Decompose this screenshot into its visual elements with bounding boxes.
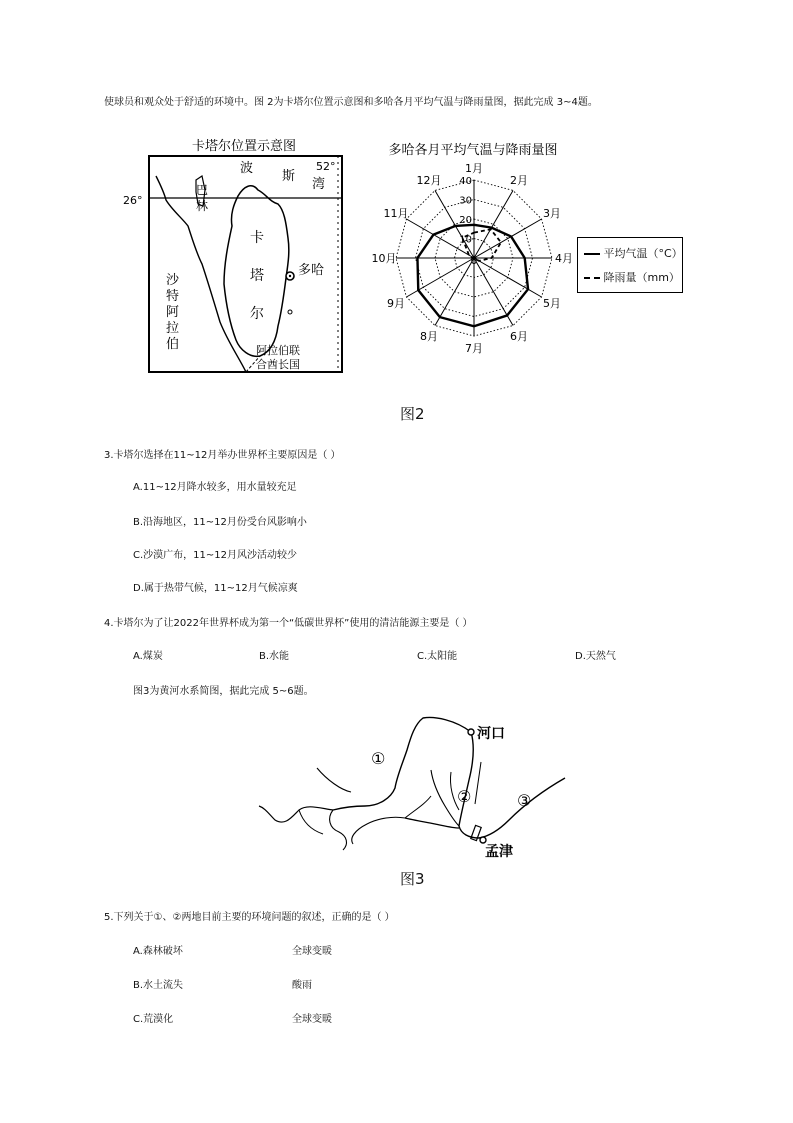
intro-text: 使球员和观众处于舒适的环境中。图 2为卡塔尔位置示意图和多哈各月平均气温与降雨量图，据此完成 3~4题。 bbox=[104, 97, 598, 108]
q3-option-a[interactable]: A.11~12月降水较多，用水量较充足 bbox=[133, 482, 297, 493]
q4-option-b[interactable]: B.水能 bbox=[259, 651, 290, 662]
radar-month-label: 12月 bbox=[416, 174, 442, 188]
fig3-intro: 图3为黄河水系简图，据此完成 5~6题。 bbox=[133, 686, 314, 697]
hekou-label: 河口 bbox=[477, 726, 505, 742]
legend-temp-label: 平均气温（°C） bbox=[603, 247, 683, 260]
saudi-label-3: 阿 bbox=[166, 305, 180, 320]
mengjin-label: 孟津 bbox=[485, 844, 513, 860]
q3-option-c[interactable]: C.沙漠广布，11~12月风沙活动较少 bbox=[133, 550, 297, 561]
radar-month-label: 6月 bbox=[510, 329, 528, 343]
lat-label: 26° bbox=[123, 194, 143, 207]
doha-climate-radar-chart bbox=[368, 134, 578, 364]
qatar-label-3: 尔 bbox=[250, 306, 264, 322]
bahrain-label-2: 林 bbox=[196, 199, 209, 213]
uae-label-2: 合酋长国 bbox=[256, 358, 300, 371]
figure-2-caption: 图2 bbox=[400, 405, 425, 423]
q3-stem: 3.卡塔尔选择在11~12月举办世界杯主要原因是（ ） bbox=[104, 450, 341, 461]
legend-rain-label: 降雨量（mm） bbox=[603, 271, 680, 284]
radar-month-label: 7月 bbox=[465, 342, 483, 355]
figure-3-caption: 图3 bbox=[400, 870, 425, 888]
map-title: 卡塔尔位置示意图 bbox=[191, 139, 297, 154]
yellow-river-map bbox=[255, 710, 575, 860]
marker-2: ② bbox=[457, 787, 472, 806]
marker-1: ① bbox=[371, 749, 386, 768]
radar-title: 多哈各月平均气温与降雨量图 bbox=[388, 143, 558, 158]
saudi-label-5: 伯 bbox=[166, 337, 180, 352]
radar-spoke bbox=[474, 190, 513, 258]
q3-option-b[interactable]: B.沿海地区，11~12月份受台风影响小 bbox=[133, 517, 307, 528]
doha-label: 多哈 bbox=[298, 263, 325, 278]
uae-label-1: 阿拉伯联 bbox=[256, 344, 300, 357]
q4-option-a[interactable]: A.煤炭 bbox=[133, 651, 163, 662]
saudi-label-1: 沙 bbox=[166, 273, 180, 288]
q4-option-c[interactable]: C.太阳能 bbox=[417, 651, 458, 662]
radar-month-label: 8月 bbox=[420, 329, 438, 343]
saudi-label-4: 拉 bbox=[166, 321, 180, 336]
radar-spoke bbox=[435, 258, 474, 326]
q5-option-b-issue: 酸雨 bbox=[292, 980, 312, 991]
radar-month-label: 3月 bbox=[542, 207, 561, 220]
radar-month-label: 9月 bbox=[387, 297, 406, 310]
radar-month-label: 11月 bbox=[383, 207, 409, 220]
gulf-label-si: 斯 bbox=[282, 169, 296, 184]
marker-3: ③ bbox=[517, 791, 532, 810]
qatar-label-1: 卡 bbox=[250, 230, 264, 246]
q5-option-a[interactable]: A.森林破坏 bbox=[133, 946, 183, 957]
q4-option-d[interactable]: D.天然气 bbox=[575, 651, 616, 662]
saudi-label-2: 特 bbox=[166, 289, 180, 304]
radar-ring-label: 30 bbox=[459, 195, 472, 207]
q5-option-c[interactable]: C.荒漠化 bbox=[133, 1014, 174, 1025]
radar-month-label: 2月 bbox=[510, 174, 528, 188]
q5-option-b[interactable]: B.水土流失 bbox=[133, 980, 184, 991]
temperature-series-line bbox=[417, 225, 528, 326]
hekou-point bbox=[468, 729, 474, 735]
radar-month-label: 1月 bbox=[465, 162, 483, 175]
main-river-lower bbox=[459, 732, 565, 838]
gulf-label-wan: 湾 bbox=[312, 177, 326, 192]
q3-option-d[interactable]: D.属于热带气候，11~12月气候凉爽 bbox=[133, 583, 298, 594]
radar-ring-label: 40 bbox=[459, 176, 472, 187]
radar-spoke bbox=[474, 258, 542, 297]
bahrain-label-1: 巴 bbox=[196, 183, 209, 197]
gulf-label-bo: 波 bbox=[240, 161, 254, 176]
qatar-label-2: 塔 bbox=[250, 268, 264, 284]
radar-center-label: 0 bbox=[470, 254, 478, 267]
legend-rain bbox=[584, 269, 680, 285]
q5-stem: 5.下列关于①、②两地目前主要的环境问题的叙述，正确的是（ ） bbox=[104, 912, 395, 923]
radar-month-label: 4月 bbox=[555, 252, 573, 265]
lon-label: 52° bbox=[316, 160, 336, 173]
main-river-upper bbox=[333, 718, 471, 810]
radar-ring-label: 10 bbox=[459, 234, 472, 246]
radar-legend bbox=[577, 237, 683, 293]
qatar-location-map bbox=[120, 134, 350, 379]
radar-ring-label: 20 bbox=[459, 215, 472, 226]
radar-month-label: 10月 bbox=[371, 252, 397, 265]
radar-month-label: 5月 bbox=[542, 297, 561, 310]
radar-spoke bbox=[474, 219, 542, 258]
mengjin-point bbox=[480, 837, 486, 843]
q5-option-a-issue: 全球变暖 bbox=[292, 946, 332, 957]
q5-option-c-issue: 全球变暖 bbox=[292, 1014, 332, 1025]
legend-temp bbox=[584, 245, 683, 261]
q4-stem: 4.卡塔尔为了让2022年世界杯成为第一个“低碳世界杯”使用的清洁能源主要是（ ） bbox=[104, 618, 473, 629]
